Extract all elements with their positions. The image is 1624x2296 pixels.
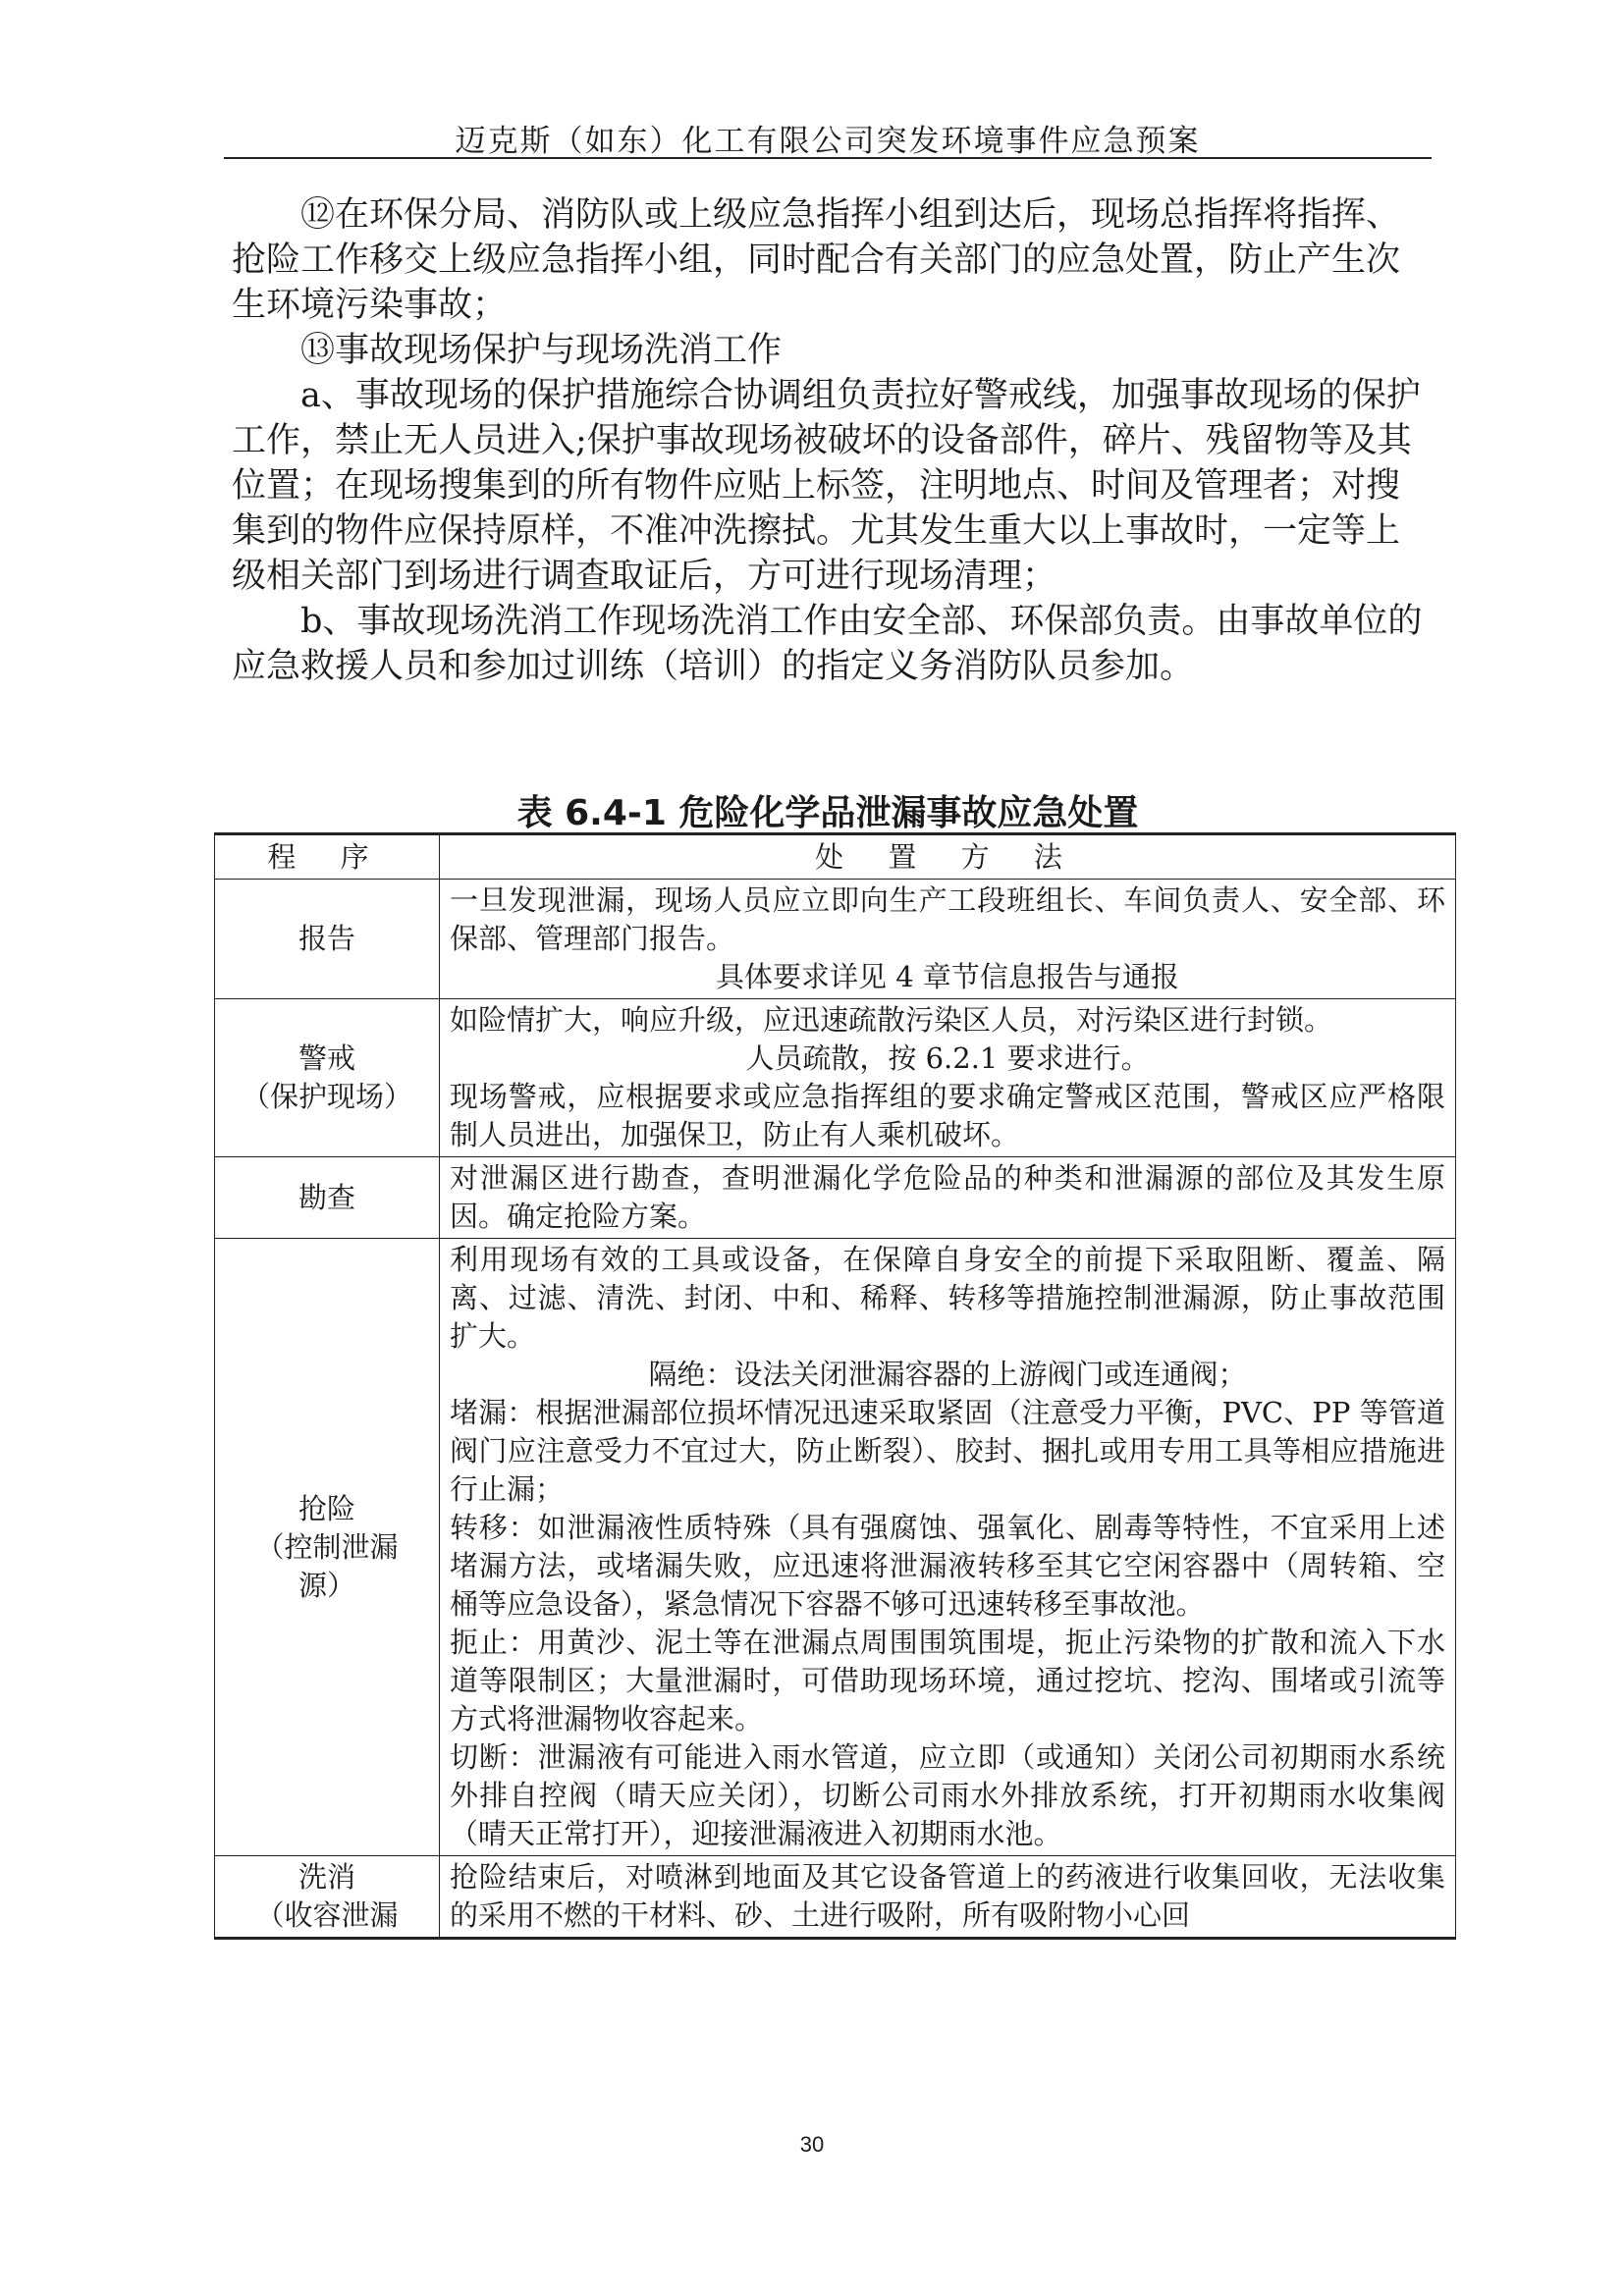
method-line: 现场警戒，应根据要求或应急指挥组的要求确定警戒区范围，警戒区应严格限制人员进出，加强保卫，防止有人乘机破坏。	[450, 1080, 1445, 1151]
method-line: 切断：泄漏液有可能进入雨水管道，应立即（或通知）关闭公司初期雨水系统外排自控阀（晴天应关闭），切断公司雨水外排放系统，打开初期雨水收集阀（晴天正常打开），迎接泄漏液进入初期雨水池。	[450, 1740, 1445, 1850]
header-rule	[224, 157, 1432, 159]
table-row	[215, 999, 1456, 1157]
table-header-row	[215, 834, 1456, 880]
table-row	[215, 1856, 1456, 1939]
method-line: 如险情扩大，响应升级，应迅速疏散污染区人员，对污染区进行封锁。	[450, 1003, 1333, 1037]
method-line: 扼止：用黄沙、泥土等在泄漏点周围围筑围堤，扼止污染物的扩散和流入下水道等限制区；大量泄漏时，可借助现场环境，通过挖坑、挖沟、围堵或引流等方式将泄漏物收容起来。	[450, 1626, 1445, 1735]
procedure-label-line: （保护现场）	[241, 1080, 412, 1113]
method-cell	[440, 1239, 1456, 1856]
method-line: 转移：如泄漏液性质特殊（具有强腐蚀、强氧化、剧毒等特性，不宜采用上述堵漏方法，或堵漏失败，应迅速将泄漏液转移至其它空闲容器中（周转箱、空桶等应急设备），紧急情况下容器不够可迅速转移至事故池。	[450, 1511, 1445, 1621]
table-row	[215, 1239, 1456, 1856]
body-text	[232, 192, 1430, 689]
method-line: 利用现场有效的工具或设备，在保障自身安全的前提下采取阻断、覆盖、隔离、过滤、清洗、封闭、中和、稀释、转移等措施控制泄漏源，防止事故范围扩大。	[450, 1243, 1445, 1353]
procedure-cell	[215, 1856, 440, 1939]
method-line: 一旦发现泄漏，现场人员应立即向生产工段班组长、车间负责人、安全部、环保部、管理部门报告。	[450, 883, 1445, 955]
paragraph: ⑫在环保分局、消防队或上级应急指挥小组到达后，现场总指挥将指挥、抢险工作移交上级应急指挥小组，同时配合有关部门的应急处置，防止产生次生环境污染事故；	[232, 195, 1401, 325]
procedure-cell	[215, 1157, 440, 1239]
column-header-method: 处 置 方 法	[440, 834, 1456, 880]
method-cell	[440, 880, 1456, 999]
method-line: 抢险结束后，对喷淋到地面及其它设备管道上的药液进行收集回收，无法收集的采用不燃的干材料、砂、土进行吸附，所有吸附物小心回	[450, 1860, 1445, 1932]
method-line: 隔绝：设法关闭泄漏容器的上游阀门或连通阀；	[648, 1358, 1247, 1391]
table-row	[215, 880, 1456, 999]
procedure-label-line: 洗消	[298, 1860, 355, 1894]
method-line: 对泄漏区进行勘查，查明泄漏化学危险品的种类和泄漏源的部位及其发生原因。确定抢险方案。	[450, 1161, 1445, 1233]
method-line: 人员疏散，按 6.2.1 要求进行。	[745, 1041, 1150, 1075]
page-header: 迈克斯（如东）化工有限公司突发环境事件应急预案	[455, 124, 1201, 159]
procedure-table	[214, 832, 1456, 1940]
procedure-label-line: 源）	[298, 1568, 355, 1602]
procedure-cell	[215, 1239, 440, 1856]
procedure-cell	[215, 880, 440, 999]
procedure-cell	[215, 999, 440, 1157]
procedure-label-line: 报告	[298, 922, 355, 955]
procedure-label-line: （控制泄漏	[255, 1529, 399, 1564]
method-line: 具体要求详见 4 章节信息报告与通报	[716, 960, 1179, 993]
method-line: 堵漏：根据泄漏部位损坏情况迅速采取紧固（注意受力平衡，PVC、PP 等管道阀门应注意受力不宜过大，防止断裂）、胶封、捆扎或用专用工具等相应措施进行止漏；	[450, 1396, 1445, 1506]
page-number: 30	[799, 2132, 825, 2157]
procedure-label-line: 勘查	[298, 1180, 355, 1214]
method-cell	[440, 1856, 1456, 1939]
procedure-label-line: 抢险	[298, 1491, 355, 1525]
procedure-label-line: 警戒	[298, 1041, 355, 1075]
method-cell	[440, 999, 1456, 1157]
paragraph: ⑬事故现场保护与现场洗消工作	[300, 331, 783, 370]
paragraph: a、事故现场的保护措施综合协调组负责拉好警戒线，加强事故现场的保护工作，禁止无人员进入;保护事故现场被破坏的设备部件，碎片、残留物等及其位置；在现场搜集到的所有物件应贴上标签，注明地点、时间及管理者；对搜集到的物件应保持原样，不准冲洗擦拭。尤其发生重大以上事故时，一定等上级相关部门到场进行调查取证后，方可进行现场清理；	[232, 376, 1421, 596]
column-header-procedure: 程 序	[215, 834, 440, 880]
table-row	[215, 1157, 1456, 1239]
procedure-label-line: （收容泄漏	[255, 1898, 399, 1932]
method-cell	[440, 1157, 1456, 1239]
paragraph: b、事故现场洗消工作现场洗消工作由安全部、环保部负责。由事故单位的应急救援人员和参加过训练（培训）的指定义务消防队员参加。	[232, 602, 1423, 686]
table-title: 表 6.4-1 危险化学品泄漏事故应急处置	[516, 793, 1139, 833]
